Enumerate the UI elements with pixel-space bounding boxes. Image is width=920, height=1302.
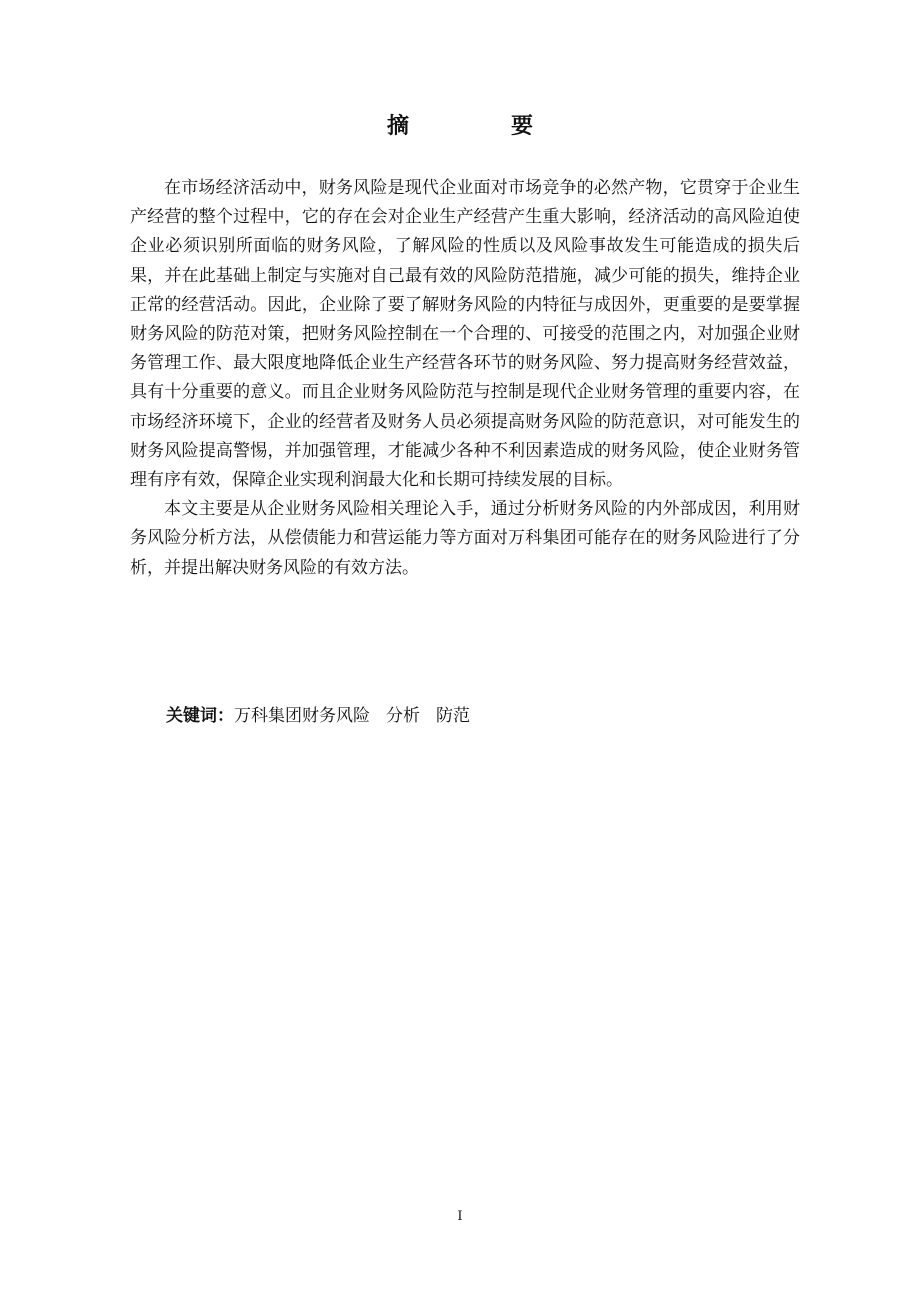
abstract-paragraph: 在市场经济活动中，财务风险是现代企业面对市场竞争的必然产物，它贯穿于企业生产经营的整个过程中，它的存在会对企业生产经营产生重大影响，经济活动的高风险迫使企业必须识别所面临的财务风险，了解风险的性质以及风险事故发生可能造成的损失后果，并在此基础上制定与实施对自己最有效的风险防范措施，减少可能的损失，维持企业正常的经营活动。因此，企业除了要了解财务风险的内特征与成因外，更重要的是要掌握财务风险的防范对策，把财务风险控制在一个合理的、可接受的范围之内，对加强企业财务管理工作、最大限度地降低企业生产经营各环节的财务风险、努力提高财务经营效益，具有十分重要的意义。而且企业财务风险防范与控制是现代企业财务管理的重要内容，在市场经济环境下，企业的经营者及财务人员必须提高财务风险的防范意识，对可能发生的财务风险提高警惕，并加强管理，才能减少各种不利因素造成的财务风险，使企业财务管理有序有效，保障企业实现利润最大化和长期可持续发展的目标。 <box>130 178 800 491</box>
keywords-line <box>166 702 486 731</box>
abstract-paragraph: 本文主要是从企业财务风险相关理论入手，通过分析财务风险的内外部成因，利用财务风险分析方法，从偿债能力和营运能力等方面对万科集团可能存在的财务风险进行了分析，并提出解决财务风险的有效方法。 <box>130 499 800 578</box>
abstract-body <box>130 174 800 583</box>
abstract-title: 摘 要 <box>386 114 573 139</box>
keywords-label: 关键词： <box>166 706 234 726</box>
page-number: I <box>457 1209 463 1224</box>
keyword: 防范 <box>436 706 470 726</box>
keyword: 万科集团财务风险 <box>234 706 370 726</box>
keyword: 分析 <box>386 706 420 726</box>
